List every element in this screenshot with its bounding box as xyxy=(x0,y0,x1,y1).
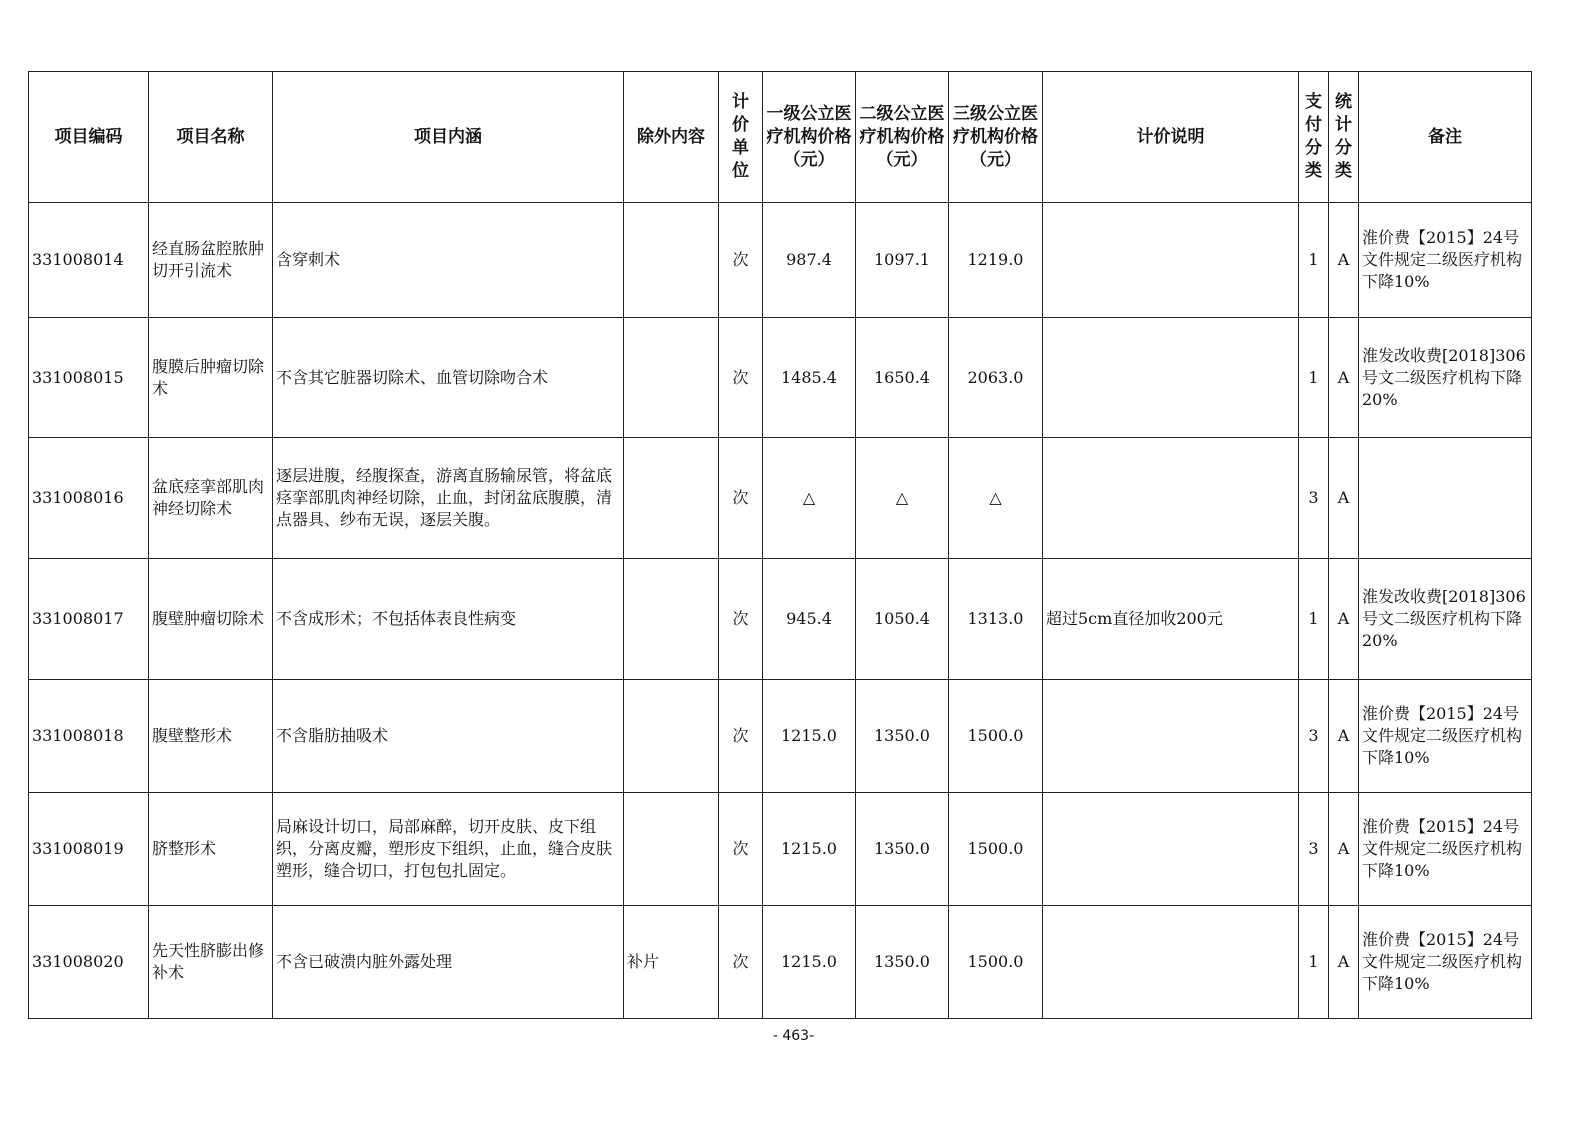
header-pricing-note: 计价说明 xyxy=(1043,72,1299,203)
header-price-level2: 二级公立医疗机构价格（元） xyxy=(856,72,949,203)
cell-price-level2: 1097.1 xyxy=(856,203,949,318)
cell-unit: 次 xyxy=(719,438,763,559)
cell-code: 331008018 xyxy=(29,680,149,793)
cell-content: 含穿刺术 xyxy=(273,203,624,318)
cell-code: 331008017 xyxy=(29,559,149,680)
cell-remark: 淮发改收费[2018]306号文二级医疗机构下降20% xyxy=(1359,559,1532,680)
cell-pricing-note xyxy=(1043,318,1299,438)
cell-remark: 淮价费【2015】24号文件规定二级医疗机构下降10% xyxy=(1359,680,1532,793)
cell-pay-class: 3 xyxy=(1299,793,1329,906)
table-row xyxy=(29,203,1532,318)
cell-price-level1: 1215.0 xyxy=(763,680,856,793)
cell-unit: 次 xyxy=(719,680,763,793)
header-excluded: 除外内容 xyxy=(624,72,719,203)
cell-excluded xyxy=(624,203,719,318)
price-table xyxy=(28,71,1532,1019)
cell-stat-class: A xyxy=(1329,793,1359,906)
cell-pay-class: 1 xyxy=(1299,906,1329,1019)
cell-excluded xyxy=(624,318,719,438)
header-content: 项目内涵 xyxy=(273,72,624,203)
cell-stat-class: A xyxy=(1329,680,1359,793)
table-header-row xyxy=(29,72,1532,203)
cell-name: 先天性脐膨出修补术 xyxy=(149,906,273,1019)
cell-code: 331008014 xyxy=(29,203,149,318)
table-row xyxy=(29,793,1532,906)
cell-price-level1: 1215.0 xyxy=(763,906,856,1019)
cell-excluded: 补片 xyxy=(624,906,719,1019)
cell-price-level3: 1500.0 xyxy=(949,680,1043,793)
cell-price-level3: 1219.0 xyxy=(949,203,1043,318)
cell-content: 不含脂肪抽吸术 xyxy=(273,680,624,793)
table-row xyxy=(29,438,1532,559)
cell-remark: 淮价费【2015】24号文件规定二级医疗机构下降10% xyxy=(1359,793,1532,906)
header-pay-class: 支付分类 xyxy=(1299,72,1329,203)
cell-stat-class: A xyxy=(1329,318,1359,438)
cell-name: 腹壁整形术 xyxy=(149,680,273,793)
cell-code: 331008019 xyxy=(29,793,149,906)
cell-content: 不含已破溃内脏外露处理 xyxy=(273,906,624,1019)
cell-stat-class: A xyxy=(1329,559,1359,680)
cell-pricing-note: 超过5cm直径加收200元 xyxy=(1043,559,1299,680)
cell-name: 腹壁肿瘤切除术 xyxy=(149,559,273,680)
header-code: 项目编码 xyxy=(29,72,149,203)
cell-code: 331008015 xyxy=(29,318,149,438)
cell-unit: 次 xyxy=(719,318,763,438)
header-price-level1: 一级公立医疗机构价格（元） xyxy=(763,72,856,203)
cell-price-level1: 945.4 xyxy=(763,559,856,680)
table-row xyxy=(29,559,1532,680)
header-stat-class: 统计分类 xyxy=(1329,72,1359,203)
cell-excluded xyxy=(624,438,719,559)
cell-stat-class: A xyxy=(1329,906,1359,1019)
cell-price-level3: △ xyxy=(949,438,1043,559)
header-remark: 备注 xyxy=(1359,72,1532,203)
cell-price-level1: △ xyxy=(763,438,856,559)
cell-pricing-note xyxy=(1043,793,1299,906)
cell-remark: 淮价费【2015】24号文件规定二级医疗机构下降10% xyxy=(1359,906,1532,1019)
cell-stat-class: A xyxy=(1329,438,1359,559)
cell-pay-class: 1 xyxy=(1299,559,1329,680)
cell-price-level2: △ xyxy=(856,438,949,559)
cell-name: 腹膜后肿瘤切除术 xyxy=(149,318,273,438)
cell-pricing-note xyxy=(1043,906,1299,1019)
cell-price-level2: 1350.0 xyxy=(856,906,949,1019)
cell-pay-class: 1 xyxy=(1299,203,1329,318)
cell-price-level2: 1650.4 xyxy=(856,318,949,438)
header-unit: 计价单位 xyxy=(719,72,763,203)
cell-stat-class: A xyxy=(1329,203,1359,318)
header-price-level3: 三级公立医疗机构价格（元） xyxy=(949,72,1043,203)
cell-content: 局麻设计切口，局部麻醉，切开皮肤、皮下组织，分离皮瓣，塑形皮下组织，止血，缝合皮肤塑形，缝合切口，打包包扎固定。 xyxy=(273,793,624,906)
cell-remark: 淮发改收费[2018]306号文二级医疗机构下降20% xyxy=(1359,318,1532,438)
table-row xyxy=(29,680,1532,793)
cell-excluded xyxy=(624,559,719,680)
cell-price-level2: 1350.0 xyxy=(856,680,949,793)
cell-content: 不含成形术；不包括体表良性病变 xyxy=(273,559,624,680)
cell-pay-class: 3 xyxy=(1299,438,1329,559)
cell-pay-class: 1 xyxy=(1299,318,1329,438)
cell-price-level2: 1050.4 xyxy=(856,559,949,680)
table-row xyxy=(29,318,1532,438)
cell-name: 盆底痉挛部肌肉神经切除术 xyxy=(149,438,273,559)
cell-unit: 次 xyxy=(719,793,763,906)
cell-price-level1: 987.4 xyxy=(763,203,856,318)
page-number: - 463- xyxy=(772,1028,815,1044)
table-row xyxy=(29,906,1532,1019)
cell-code: 331008020 xyxy=(29,906,149,1019)
cell-price-level3: 2063.0 xyxy=(949,318,1043,438)
cell-pricing-note xyxy=(1043,203,1299,318)
cell-unit: 次 xyxy=(719,906,763,1019)
cell-excluded xyxy=(624,793,719,906)
cell-price-level2: 1350.0 xyxy=(856,793,949,906)
cell-price-level1: 1485.4 xyxy=(763,318,856,438)
cell-price-level1: 1215.0 xyxy=(763,793,856,906)
cell-unit: 次 xyxy=(719,559,763,680)
cell-content: 不含其它脏器切除术、血管切除吻合术 xyxy=(273,318,624,438)
cell-name: 经直肠盆腔脓肿切开引流术 xyxy=(149,203,273,318)
cell-pricing-note xyxy=(1043,680,1299,793)
cell-pricing-note xyxy=(1043,438,1299,559)
cell-remark xyxy=(1359,438,1532,559)
cell-excluded xyxy=(624,680,719,793)
cell-code: 331008016 xyxy=(29,438,149,559)
cell-pay-class: 3 xyxy=(1299,680,1329,793)
cell-price-level3: 1313.0 xyxy=(949,559,1043,680)
cell-name: 脐整形术 xyxy=(149,793,273,906)
cell-price-level3: 1500.0 xyxy=(949,906,1043,1019)
header-name: 项目名称 xyxy=(149,72,273,203)
cell-content: 逐层进腹，经腹探查，游离直肠输尿管，将盆底痉挛部肌肉神经切除，止血，封闭盆底腹膜，清点器具、纱布无误，逐层关腹。 xyxy=(273,438,624,559)
cell-price-level3: 1500.0 xyxy=(949,793,1043,906)
cell-remark: 淮价费【2015】24号文件规定二级医疗机构下降10% xyxy=(1359,203,1532,318)
cell-unit: 次 xyxy=(719,203,763,318)
